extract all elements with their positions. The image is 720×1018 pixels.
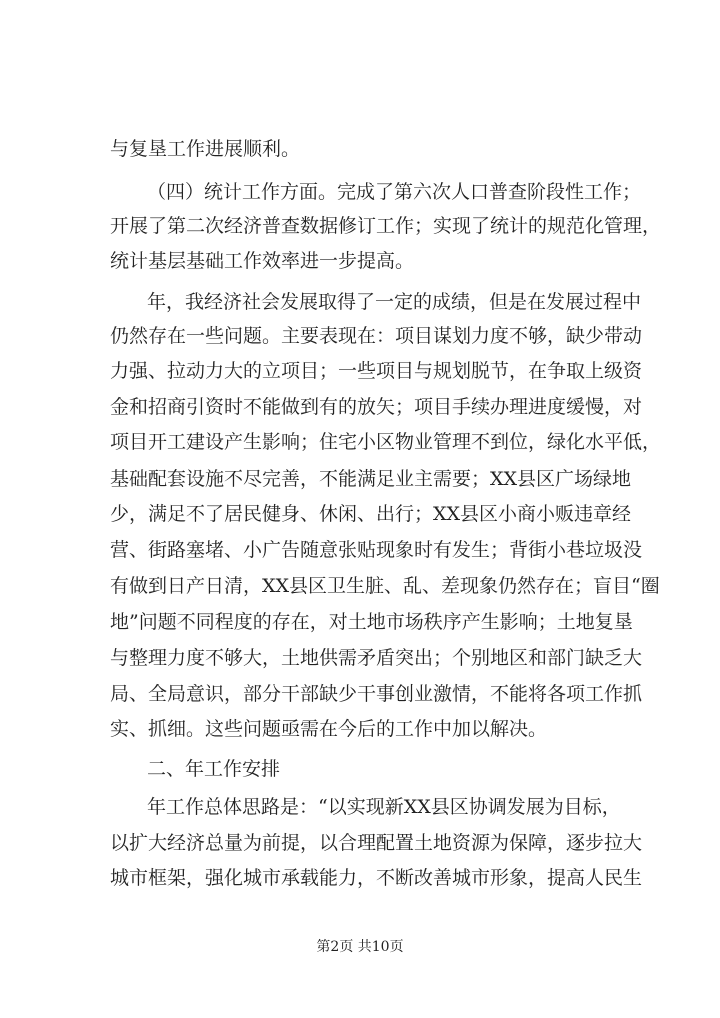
body-line: 统计基层基础工作效率进一步提高。 bbox=[110, 250, 415, 272]
body-line: 有做到日产日清，XX县区卫生脏、乱、差现象仍然存在；盲目“圈 bbox=[110, 575, 660, 597]
body-line: 局、全局意识，部分干部缺少干事创业激情，不能将各项工作抓 bbox=[110, 683, 643, 705]
body-line: 与复垦工作进展顺利。 bbox=[110, 138, 301, 160]
body-line: 开展了第二次经济普查数据修订工作；实现了统计的规范化管理， bbox=[110, 215, 662, 237]
section-heading: 二、年工作安排 bbox=[147, 758, 281, 780]
body-line: （四）统计工作方面。完成了第六次人口普查阶段性工作； bbox=[147, 181, 642, 203]
body-line: 年，我经济社会发展取得了一定的成绩，但是在发展过程中 bbox=[147, 291, 642, 313]
body-line: 力强、拉动力大的立项目；一些项目与规划脱节，在争取上级资 bbox=[110, 360, 643, 382]
body-line: 城市框架，强化城市承载能力，不断改善城市形象，提高人民生 bbox=[110, 867, 643, 889]
body-line: 年工作总体思路是：“以实现新XX县区协调发展为目标， bbox=[147, 796, 621, 818]
body-line: 项目开工建设产生影响；住宅小区物业管理不到位，绿化水平低， bbox=[110, 431, 662, 453]
body-line: 与整理力度不够大，土地供需矛盾突出；个别地区和部门缺乏大 bbox=[110, 647, 643, 669]
body-line: 实、抓细。这些问题亟需在今后的工作中加以解决。 bbox=[110, 718, 548, 740]
body-line: 少，满足不了居民健身、休闲、出行；XX县区小商小贩违章经 bbox=[110, 503, 632, 525]
body-line: 金和招商引资时不能做到有的放矢；项目手续办理进度缓慢，对 bbox=[110, 396, 643, 418]
body-line: 仍然存在一些问题。主要表现在：项目谋划力度不够，缺少带动 bbox=[110, 325, 643, 347]
body-line: 营、街路塞堵、小广告随意张贴现象时有发生；背街小巷垃圾没 bbox=[110, 539, 643, 561]
body-line: 基础配套设施不尽完善，不能满足业主需要；XX县区广场绿地 bbox=[110, 468, 632, 490]
body-line: 以扩大经济总量为前提，以合理配置土地资源为保障，逐步拉大 bbox=[110, 832, 643, 854]
body-line: 地”问题不同程度的存在，对土地市场秩序产生影响；土地复垦 bbox=[110, 611, 633, 633]
page-footer: 第2页 共10页 bbox=[316, 939, 404, 955]
